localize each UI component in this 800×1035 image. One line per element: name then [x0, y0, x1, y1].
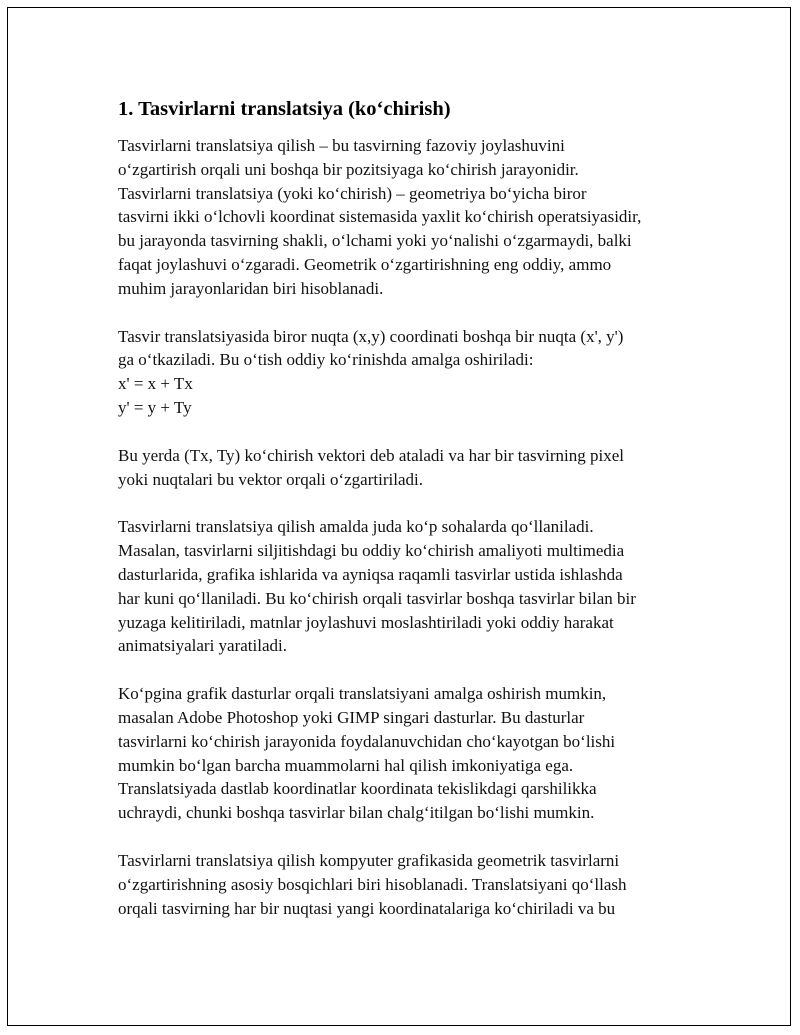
- text-line: yuzaga kelitiriladi, matnlar joylashuvi moslashtiriladi yoki oddiy harakat: [118, 612, 614, 632]
- document-page: [7, 7, 791, 1026]
- text-line: yoki nuqtalari bu vektor orqali o‘zgartiriladi.: [118, 469, 423, 489]
- text-line: o‘zgartirish orqali uni boshqa bir pozitsiyaga ko‘chirish jarayonidir.: [118, 159, 579, 179]
- text-line: Tasvirlarni translatsiya qilish amalda juda ko‘p sohalarda qo‘llaniladi.: [118, 517, 594, 537]
- text-line: Tasvirlarni translatsiya (yoki ko‘chirish) – geometriya bo‘yicha biror: [118, 183, 587, 203]
- text-line: bu jarayonda tasvirning shakli, o‘lchami yoki yo‘nalishi o‘zgarmaydi, balki: [118, 231, 632, 251]
- text-line: masalan Adobe Photoshop yoki GIMP singari dasturlar. Bu dasturlar: [118, 707, 585, 727]
- text-line: uchraydi, chunki boshqa tasvirlar bilan chalg‘itilgan bo‘lishi mumkin.: [118, 803, 595, 823]
- text-line: Ko‘pgina grafik dasturlar orqali translatsiyani amalga oshirish mumkin,: [118, 684, 607, 704]
- text-line: animatsiyalari yaratiladi.: [118, 636, 287, 656]
- formula-line-x: x' = x + Tx: [118, 374, 193, 394]
- paragraph-applications: [118, 515, 708, 658]
- paragraph-definition: [118, 134, 708, 301]
- text-line: dasturlarida, grafika ishlarida va ayniqsa raqamli tasvirlar ustida ishlashda: [118, 564, 623, 584]
- text-line: Tasvir translatsiyasida biror nuqta (x,y) coordinati boshqa bir nuqta (x', y'): [118, 326, 624, 346]
- text-line: mumkin bo‘lgan barcha muammolarni hal qilish imkoniyatiga ega.: [118, 755, 574, 775]
- text-line: orqali tasvirning har bir nuqtasi yangi koordinatalariga ko‘chiriladi va bu: [118, 898, 616, 918]
- text-line: Bu yerda (Tx, Ty) ko‘chirish vektori deb ataladi va har bir tasvirning pixel: [118, 445, 624, 465]
- section-heading: 1. Tasvirlarni translatsiya (ko‘chirish): [118, 98, 451, 120]
- text-line: o‘zgartirishning asosiy bosqichlari biri hisoblanadi. Translatsiyani qo‘llash: [118, 874, 627, 894]
- text-line: Tasvirlarni translatsiya qilish – bu tasvirning fazoviy joylashuvini: [118, 136, 565, 155]
- text-line: muhim jarayonlaridan biri hisoblanadi.: [118, 278, 384, 298]
- text-line: Tasvirlarni translatsiya qilish kompyuter grafikasida geometrik tasvirlarni: [118, 850, 620, 870]
- text-line: tasvirni ikki o‘lchovli koordinat sistemasida yaxlit ko‘chirish operatsiyasidir,: [118, 207, 642, 227]
- text-line: Masalan, tasvirlarni siljitishdagi bu oddiy ko‘chirish amaliyoti multimedia: [118, 541, 625, 561]
- text-line: har kuni qo‘llaniladi. Bu ko‘chirish orqali tasvirlar boshqa tasvirlar bilan bir: [118, 588, 636, 608]
- text-line: tasvirlarni ko‘chirish jarayonida foydalanuvchidan cho‘kayotgan bo‘lishi: [118, 731, 616, 751]
- paragraph-software: [118, 682, 708, 825]
- text-line: faqat joylashuvi o‘zgaradi. Geometrik o‘zgartirishning eng oddiy, ammo: [118, 254, 612, 274]
- text-line: Translatsiyada dastlab koordinatlar koordinata tekislikdagi qarshilikka: [118, 779, 597, 799]
- document-content: [118, 96, 708, 944]
- paragraph-computer-graphics: [118, 849, 708, 920]
- paragraph-vector: [118, 444, 708, 492]
- formula-line-y: y' = y + Ty: [118, 397, 192, 417]
- paragraph-formula: [118, 325, 708, 420]
- text-line: ga o‘tkaziladi. Bu o‘tish oddiy ko‘rinishda amalga oshiriladi:: [118, 350, 534, 370]
